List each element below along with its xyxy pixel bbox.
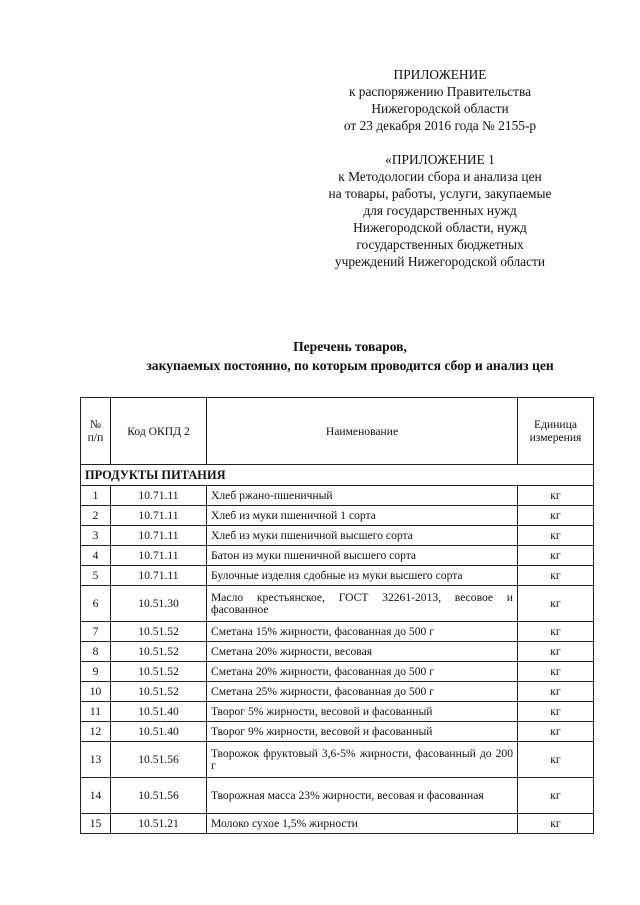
table-row (81, 586, 594, 622)
row-unit: кг (518, 662, 594, 682)
row-code: 10.51.52 (111, 622, 207, 642)
header-unit-line1: Единица (534, 418, 577, 431)
row-number: 5 (81, 566, 111, 586)
row-unit: кг (518, 642, 594, 662)
row-name: Булочные изделия сдобные из муки высшего сорта (207, 566, 518, 586)
table-row (81, 642, 594, 662)
row-name: Сметана 20% жирности, весовая (207, 642, 518, 662)
row-code: 10.71.11 (111, 566, 207, 586)
row-code: 10.71.11 (111, 546, 207, 566)
row-number: 4 (81, 546, 111, 566)
row-code: 10.71.11 (111, 506, 207, 526)
annex-line: к распоряжению Правительства (348, 84, 532, 99)
methodology-line: к Методологии сбора и анализа цен (338, 169, 542, 184)
section-row (81, 465, 594, 486)
header-name: Наименование (207, 398, 518, 465)
row-name: Масло крестьянское, ГОСТ 32261-2013, весовое и фасованное (207, 586, 518, 622)
table-header-row (81, 398, 594, 465)
row-number: 1 (81, 486, 111, 506)
row-name: Сметана 20% жирности, фасованная до 500 г (207, 662, 518, 682)
table-row (81, 526, 594, 546)
table-row (81, 546, 594, 566)
table-row (81, 566, 594, 586)
title-line-2: закупаемых постоянно, по которым проводится сбор и анализ цен (146, 358, 554, 373)
row-name: Хлеб из муки пшеничной высшего сорта (207, 526, 518, 546)
header-number-line1: № (89, 418, 102, 431)
row-code: 10.51.40 (111, 702, 207, 722)
row-number: 2 (81, 506, 111, 526)
row-name: Творожная масса 23% жирности, весовая и фасованная (207, 778, 518, 814)
row-number: 10 (81, 682, 111, 702)
row-code: 10.51.30 (111, 586, 207, 622)
row-number: 14 (81, 778, 111, 814)
row-name: Творожок фруктовый 3,6-5% жирности, фасованный до 200 г (207, 742, 518, 778)
table-row (81, 622, 594, 642)
row-unit: кг (518, 586, 594, 622)
table-row (81, 722, 594, 742)
annex-line: Нижегородской области (371, 101, 509, 116)
row-code: 10.51.56 (111, 778, 207, 814)
table-row (81, 742, 594, 778)
row-code: 10.71.11 (111, 486, 207, 506)
row-code: 10.51.52 (111, 662, 207, 682)
row-unit: кг (518, 566, 594, 586)
row-unit: кг (518, 486, 594, 506)
row-number: 9 (81, 662, 111, 682)
row-code: 10.71.11 (111, 526, 207, 546)
table-row (81, 702, 594, 722)
row-unit: кг (518, 778, 594, 814)
methodology-line: «ПРИЛОЖЕНИЕ 1 (385, 152, 495, 167)
section-title: ПРОДУКТЫ ПИТАНИЯ (81, 465, 594, 486)
row-unit: кг (518, 742, 594, 778)
table-row (81, 662, 594, 682)
row-code: 10.51.52 (111, 642, 207, 662)
table-row (81, 778, 594, 814)
methodology-line: учреждений Нижегородской области (334, 254, 546, 269)
header-unit-line2: измерения (529, 431, 582, 444)
row-name: Творог 9% жирности, весовой и фасованный (207, 722, 518, 742)
table-row (81, 506, 594, 526)
row-name: Творог 5% жирности, весовой и фасованный (207, 702, 518, 722)
document-title (60, 337, 640, 375)
methodology-line: на товары, работы, услуги, закупаемые (328, 186, 552, 201)
row-unit: кг (518, 702, 594, 722)
methodology-line: Нижегородской области, нужд (353, 220, 527, 235)
header-number-line2: п/п (87, 431, 104, 444)
annex-line: ПРИЛОЖЕНИЕ (393, 67, 487, 82)
row-name: Хлеб ржано-пшеничный (207, 486, 518, 506)
row-name: Сметана 25% жирности, фасованная до 500 г (207, 682, 518, 702)
row-name: Молоко сухое 1,5% жирности (207, 814, 518, 834)
row-code: 10.51.21 (111, 814, 207, 834)
row-unit: кг (518, 622, 594, 642)
methodology-line: государственных бюджетных (356, 237, 524, 252)
row-number: 15 (81, 814, 111, 834)
row-name: Батон из муки пшеничной высшего сорта (207, 546, 518, 566)
row-code: 10.51.56 (111, 742, 207, 778)
row-code: 10.51.40 (111, 722, 207, 742)
row-number: 6 (81, 586, 111, 622)
row-unit: кг (518, 506, 594, 526)
annex-line: от 23 декабря 2016 года № 2155-р (343, 118, 537, 133)
row-number: 11 (81, 702, 111, 722)
annex-header (260, 66, 620, 134)
header-unit (518, 398, 594, 465)
row-code: 10.51.52 (111, 682, 207, 702)
row-unit: кг (518, 682, 594, 702)
row-name: Сметана 15% жирности, фасованная до 500 г (207, 622, 518, 642)
row-unit: кг (518, 814, 594, 834)
title-line-1: Перечень товаров, (293, 339, 407, 354)
header-code: Код ОКПД 2 (111, 398, 207, 465)
methodology-annex-header (260, 151, 620, 270)
table-row (81, 682, 594, 702)
row-number: 7 (81, 622, 111, 642)
row-name: Хлеб из муки пшеничной 1 сорта (207, 506, 518, 526)
table-row (81, 814, 594, 834)
row-unit: кг (518, 546, 594, 566)
goods-table (80, 397, 594, 834)
header-number (81, 398, 111, 465)
row-unit: кг (518, 722, 594, 742)
row-number: 3 (81, 526, 111, 546)
row-number: 12 (81, 722, 111, 742)
row-number: 8 (81, 642, 111, 662)
table-row (81, 486, 594, 506)
methodology-line: для государственных нужд (363, 203, 517, 218)
row-number: 13 (81, 742, 111, 778)
row-unit: кг (518, 526, 594, 546)
